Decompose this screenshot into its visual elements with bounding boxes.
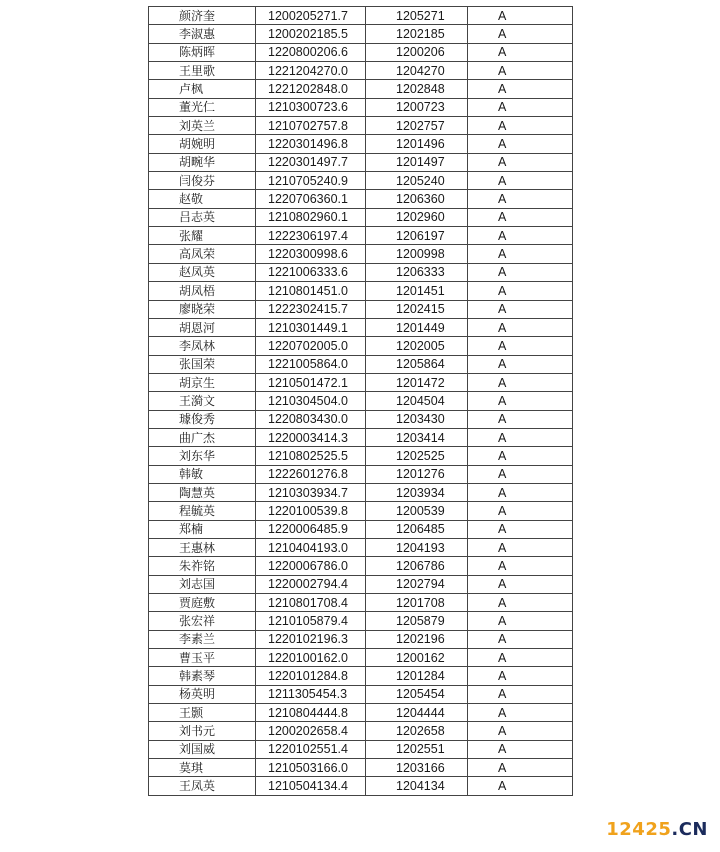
table-row: [149, 373, 573, 391]
code-cell: 1202551: [366, 740, 468, 758]
name-cell: 莫琪: [149, 759, 256, 777]
id-number-cell: 1200202658.4: [256, 722, 366, 740]
name-cell: 张宏祥: [149, 612, 256, 630]
table-row: [149, 740, 573, 758]
id-number-cell: 1221204270.0: [256, 62, 366, 80]
name-cell: 廖晓荣: [149, 300, 256, 318]
code-cell: 1202658: [366, 722, 468, 740]
code-cell: 1202005: [366, 337, 468, 355]
id-number-cell: 1222306197.4: [256, 227, 366, 245]
name-cell: 卢枫: [149, 80, 256, 98]
code-cell: 1203934: [366, 483, 468, 501]
code-cell: 1201284: [366, 667, 468, 685]
id-number-cell: 1210304504.0: [256, 392, 366, 410]
id-number-cell: 1220006485.9: [256, 520, 366, 538]
name-cell: 董光仁: [149, 98, 256, 116]
grade-cell: A: [468, 190, 573, 208]
table-row: [149, 594, 573, 612]
table-row: [149, 300, 573, 318]
grade-cell: A: [468, 318, 573, 336]
table-row: [149, 337, 573, 355]
table-row: [149, 227, 573, 245]
grade-cell: A: [468, 649, 573, 667]
name-cell: 刘英兰: [149, 117, 256, 135]
name-cell: 韩敏: [149, 465, 256, 483]
name-cell: 吕志英: [149, 208, 256, 226]
grade-cell: A: [468, 465, 573, 483]
code-cell: 1202525: [366, 447, 468, 465]
id-number-cell: 1220803430.0: [256, 410, 366, 428]
table-row: [149, 557, 573, 575]
id-number-cell: 1220003414.3: [256, 428, 366, 446]
table-row: [149, 318, 573, 336]
code-cell: 1202794: [366, 575, 468, 593]
grade-cell: A: [468, 337, 573, 355]
table-row: [149, 502, 573, 520]
table-row: [149, 117, 573, 135]
grade-cell: A: [468, 667, 573, 685]
grade-cell: A: [468, 153, 573, 171]
grade-cell: A: [468, 98, 573, 116]
name-cell: 刘志国: [149, 575, 256, 593]
id-number-cell: 1210802525.5: [256, 447, 366, 465]
code-cell: 1202757: [366, 117, 468, 135]
name-cell: 贾庭敷: [149, 594, 256, 612]
id-number-cell: 1222601276.8: [256, 465, 366, 483]
code-cell: 1204270: [366, 62, 468, 80]
table-row: [149, 465, 573, 483]
code-cell: 1204444: [366, 704, 468, 722]
grade-cell: A: [468, 62, 573, 80]
name-cell: 杨英明: [149, 685, 256, 703]
id-number-cell: 1220006786.0: [256, 557, 366, 575]
grade-cell: A: [468, 538, 573, 556]
id-number-cell: 1221005864.0: [256, 355, 366, 373]
grade-cell: A: [468, 722, 573, 740]
id-number-cell: 1221006333.6: [256, 263, 366, 281]
grade-cell: A: [468, 685, 573, 703]
name-cell: 李凤林: [149, 337, 256, 355]
table-row: [149, 410, 573, 428]
id-number-cell: 1210303934.7: [256, 483, 366, 501]
code-cell: 1201276: [366, 465, 468, 483]
name-cell: 陶慧英: [149, 483, 256, 501]
code-cell: 1205240: [366, 172, 468, 190]
table-row: [149, 392, 573, 410]
id-number-cell: 1220101284.8: [256, 667, 366, 685]
grade-cell: A: [468, 80, 573, 98]
grade-cell: A: [468, 355, 573, 373]
id-number-cell: 1210705240.9: [256, 172, 366, 190]
code-cell: 1201497: [366, 153, 468, 171]
code-cell: 1205879: [366, 612, 468, 630]
table-row: [149, 208, 573, 226]
code-cell: 1206360: [366, 190, 468, 208]
grade-cell: A: [468, 245, 573, 263]
table-row: [149, 630, 573, 648]
grade-cell: A: [468, 7, 573, 25]
watermark-number: 12425: [606, 819, 672, 840]
id-number-cell: 1210301449.1: [256, 318, 366, 336]
name-cell: 闫俊芬: [149, 172, 256, 190]
code-cell: 1203430: [366, 410, 468, 428]
name-cell: 颜济奎: [149, 7, 256, 25]
grade-cell: A: [468, 483, 573, 501]
table-row: [149, 649, 573, 667]
name-cell: 胡京生: [149, 373, 256, 391]
code-cell: 1206333: [366, 263, 468, 281]
table-row: [149, 62, 573, 80]
name-cell: 刘书元: [149, 722, 256, 740]
code-cell: 1200162: [366, 649, 468, 667]
id-number-cell: 1210503166.0: [256, 759, 366, 777]
id-number-cell: 1220100539.8: [256, 502, 366, 520]
grade-cell: A: [468, 135, 573, 153]
grade-cell: A: [468, 740, 573, 758]
code-cell: 1204134: [366, 777, 468, 795]
name-cell: 胡恩河: [149, 318, 256, 336]
code-cell: 1200998: [366, 245, 468, 263]
name-cell: 曲广杰: [149, 428, 256, 446]
id-number-cell: 1210801451.0: [256, 282, 366, 300]
code-cell: 1206197: [366, 227, 468, 245]
table-row: [149, 25, 573, 43]
code-cell: 1201496: [366, 135, 468, 153]
grade-cell: A: [468, 263, 573, 281]
grade-cell: A: [468, 777, 573, 795]
name-cell: 程毓英: [149, 502, 256, 520]
code-cell: 1202415: [366, 300, 468, 318]
grade-cell: A: [468, 557, 573, 575]
table-row: [149, 777, 573, 795]
name-cell: 张国荣: [149, 355, 256, 373]
table-row: [149, 667, 573, 685]
grade-cell: A: [468, 117, 573, 135]
id-number-cell: 1220800206.6: [256, 43, 366, 61]
table-row: [149, 98, 573, 116]
code-cell: 1201472: [366, 373, 468, 391]
name-list-table: [148, 6, 573, 796]
table-row: [149, 355, 573, 373]
grade-cell: A: [468, 373, 573, 391]
id-number-cell: 1222302415.7: [256, 300, 366, 318]
table-row: [149, 447, 573, 465]
grade-cell: A: [468, 759, 573, 777]
code-cell: 1202848: [366, 80, 468, 98]
table-row: [149, 704, 573, 722]
id-number-cell: 1220100162.0: [256, 649, 366, 667]
grade-cell: A: [468, 410, 573, 428]
code-cell: 1201708: [366, 594, 468, 612]
watermark-dot: .: [671, 819, 679, 840]
table-row: [149, 153, 573, 171]
name-cell: 郑楠: [149, 520, 256, 538]
grade-cell: A: [468, 392, 573, 410]
grade-cell: A: [468, 227, 573, 245]
id-number-cell: 1220301497.7: [256, 153, 366, 171]
code-cell: 1200723: [366, 98, 468, 116]
name-cell: 王惠林: [149, 538, 256, 556]
id-number-cell: 1220300998.6: [256, 245, 366, 263]
table-row: [149, 263, 573, 281]
watermark-tld: CN: [678, 819, 708, 840]
id-number-cell: 1220301496.8: [256, 135, 366, 153]
name-cell: 王里歌: [149, 62, 256, 80]
table-row: [149, 722, 573, 740]
code-cell: 1206485: [366, 520, 468, 538]
table-row: [149, 759, 573, 777]
table-row: [149, 428, 573, 446]
id-number-cell: 1210702757.8: [256, 117, 366, 135]
code-cell: 1202196: [366, 630, 468, 648]
table-row: [149, 43, 573, 61]
name-cell: 刘国威: [149, 740, 256, 758]
code-cell: 1204504: [366, 392, 468, 410]
table-row: [149, 135, 573, 153]
name-cell: 王凤英: [149, 777, 256, 795]
id-number-cell: 1220102551.4: [256, 740, 366, 758]
table-row: [149, 190, 573, 208]
code-cell: 1201449: [366, 318, 468, 336]
grade-cell: A: [468, 428, 573, 446]
name-cell: 曹玉平: [149, 649, 256, 667]
code-cell: 1202960: [366, 208, 468, 226]
table-row: [149, 7, 573, 25]
id-number-cell: 1210300723.6: [256, 98, 366, 116]
name-cell: 胡婉明: [149, 135, 256, 153]
id-number-cell: 1220002794.4: [256, 575, 366, 593]
site-watermark: [606, 819, 708, 840]
grade-cell: A: [468, 300, 573, 318]
code-cell: 1204193: [366, 538, 468, 556]
name-cell: 王颢: [149, 704, 256, 722]
table-row: [149, 685, 573, 703]
id-number-cell: 1220702005.0: [256, 337, 366, 355]
grade-cell: A: [468, 25, 573, 43]
code-cell: 1205864: [366, 355, 468, 373]
name-cell: 璩俊秀: [149, 410, 256, 428]
grade-cell: A: [468, 282, 573, 300]
grade-cell: A: [468, 575, 573, 593]
name-cell: 陈炳晖: [149, 43, 256, 61]
table-row: [149, 245, 573, 263]
name-cell: 李淑惠: [149, 25, 256, 43]
grade-cell: A: [468, 594, 573, 612]
table-row: [149, 483, 573, 501]
name-cell: 朱祚铭: [149, 557, 256, 575]
code-cell: 1203414: [366, 428, 468, 446]
grade-cell: A: [468, 208, 573, 226]
code-cell: 1200206: [366, 43, 468, 61]
code-cell: 1206786: [366, 557, 468, 575]
table-row: [149, 172, 573, 190]
id-number-cell: 1210105879.4: [256, 612, 366, 630]
name-cell: 高凤荣: [149, 245, 256, 263]
id-number-cell: 1220102196.3: [256, 630, 366, 648]
grade-cell: A: [468, 43, 573, 61]
grade-cell: A: [468, 630, 573, 648]
name-cell: 赵敬: [149, 190, 256, 208]
grade-cell: A: [468, 447, 573, 465]
name-cell: 王漪文: [149, 392, 256, 410]
id-number-cell: 1210501472.1: [256, 373, 366, 391]
name-cell: 胡凤梧: [149, 282, 256, 300]
table-body: [149, 7, 573, 796]
table-row: [149, 520, 573, 538]
grade-cell: A: [468, 612, 573, 630]
id-number-cell: 1210504134.4: [256, 777, 366, 795]
code-cell: 1200539: [366, 502, 468, 520]
table-row: [149, 80, 573, 98]
table-row: [149, 282, 573, 300]
table-row: [149, 575, 573, 593]
code-cell: 1203166: [366, 759, 468, 777]
id-number-cell: 1200202185.5: [256, 25, 366, 43]
name-cell: 刘东华: [149, 447, 256, 465]
name-cell: 胡畹华: [149, 153, 256, 171]
id-number-cell: 1200205271.7: [256, 7, 366, 25]
table-row: [149, 612, 573, 630]
id-number-cell: 1211305454.3: [256, 685, 366, 703]
id-number-cell: 1221202848.0: [256, 80, 366, 98]
code-cell: 1202185: [366, 25, 468, 43]
grade-cell: A: [468, 172, 573, 190]
id-number-cell: 1210804444.8: [256, 704, 366, 722]
table-row: [149, 538, 573, 556]
code-cell: 1201451: [366, 282, 468, 300]
grade-cell: A: [468, 520, 573, 538]
name-cell: 李素兰: [149, 630, 256, 648]
id-number-cell: 1220706360.1: [256, 190, 366, 208]
id-number-cell: 1210404193.0: [256, 538, 366, 556]
grade-cell: A: [468, 502, 573, 520]
code-cell: 1205454: [366, 685, 468, 703]
code-cell: 1205271: [366, 7, 468, 25]
name-cell: 赵凤英: [149, 263, 256, 281]
name-cell: 韩素琴: [149, 667, 256, 685]
grade-cell: A: [468, 704, 573, 722]
id-number-cell: 1210801708.4: [256, 594, 366, 612]
id-number-cell: 1210802960.1: [256, 208, 366, 226]
name-cell: 张耀: [149, 227, 256, 245]
